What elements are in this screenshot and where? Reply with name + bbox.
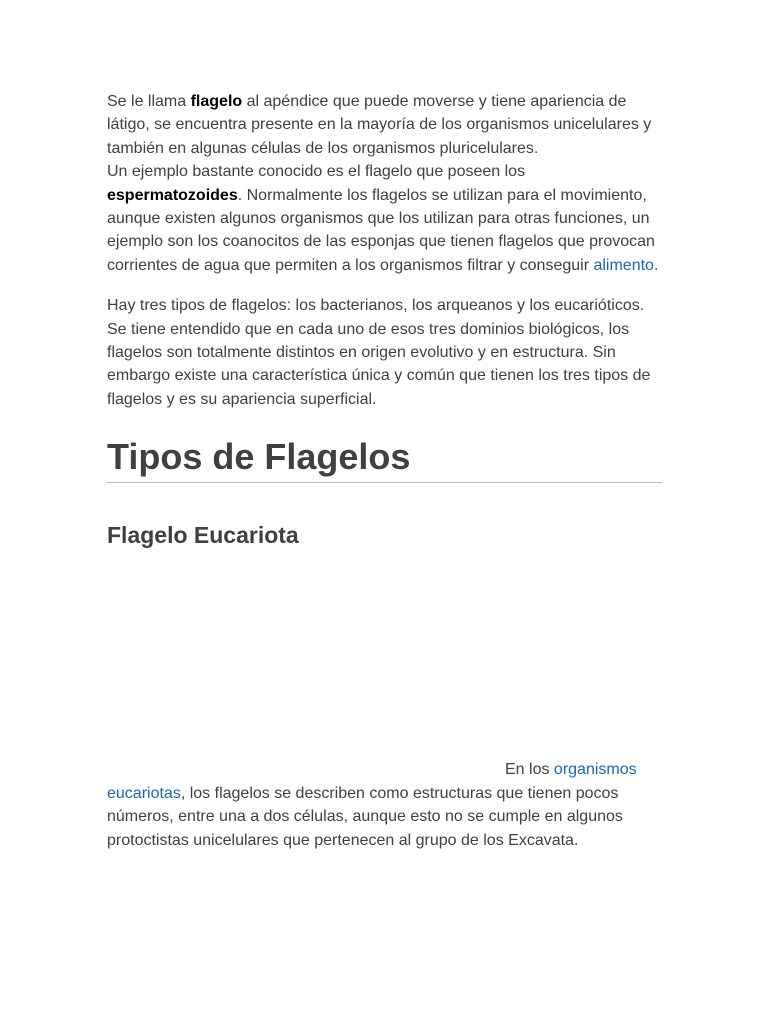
- text-run: En los: [505, 761, 554, 779]
- text-run: , los flagelos se describen como estructuras que tienen pocos números, entre una a dos células, aunque esto no se cumple en algunos protoctistas unicelulares que pertenecen al grupo de los Excavata.: [107, 784, 623, 849]
- eukaryote-paragraph: [107, 758, 662, 852]
- intro-paragraph: [107, 90, 662, 277]
- text-run: Se le llama: [107, 93, 191, 110]
- flagella-types-paragraph: Hay tres tipos de flagelos: los bacterianos, los arqueanos y los eucarióticos. Se tiene entendido que en cada uno de esos tres dominios biológicos, los flagelos son totalmente distintos en origen evolutivo y en estructura. Sin embargo existe una característica única y común que tienen los tres tipos de flagelos y es su apariencia superficial.: [107, 297, 651, 408]
- text-run: .: [653, 256, 659, 274]
- document-body: [107, 90, 662, 852]
- term-espermatozoides: espermatozoides: [107, 186, 238, 204]
- subsection-heading-eucariota: Flagelo Eucariota: [107, 522, 299, 549]
- text-run: al apéndice que puede moverse y tiene apariencia de látigo, se encuentra presente en la mayoría de los organismos unicelulares y también en algunas células de los organismos pluricelulares.: [107, 93, 652, 157]
- image-placeholder: [107, 550, 662, 758]
- term-flagelo: flagelo: [190, 93, 243, 110]
- text-run: Un ejemplo bastante conocido es el flagelo que poseen los: [107, 163, 526, 181]
- text-run: . Normalmente los flagelos se utilizan para el movimiento, aunque existen algunos organismos que los utilizan para otras funciones, un ejemplo son los coanocitos de las esponjas que tienen flagelos que provocan corrientes de agua que permiten a los organismos filtrar y conseguir: [107, 186, 655, 274]
- link-organismos-eucariotas[interactable]: organismos eucariotas: [107, 761, 637, 802]
- link-alimento[interactable]: alimento: [593, 256, 654, 274]
- section-heading-tipos: Tipos de Flagelos: [107, 435, 662, 483]
